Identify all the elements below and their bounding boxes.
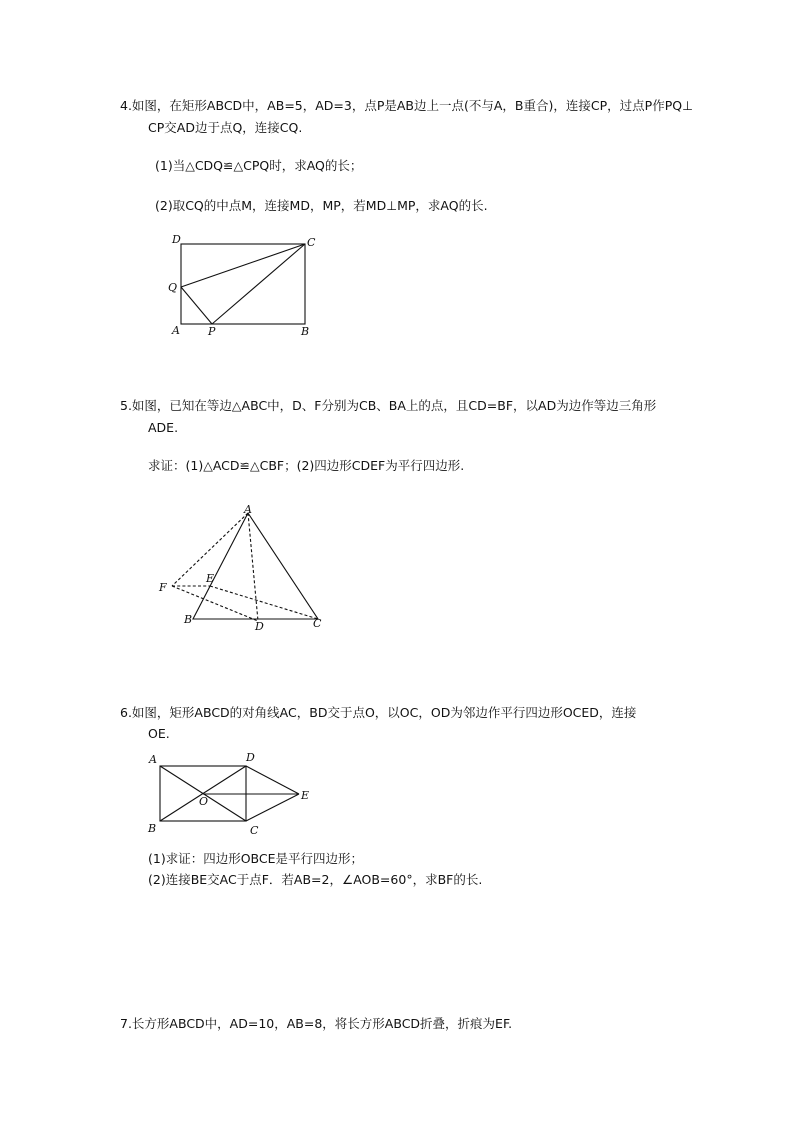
- label-b: B: [184, 613, 193, 626]
- problem-6-figure: [145, 748, 325, 840]
- rectangle-abcd: [181, 244, 305, 324]
- segment-ce: [246, 794, 299, 821]
- label-a: A: [149, 753, 157, 766]
- problem-4-part-2: (2)取CQ的中点M，连接MD，MP，若MD⊥MP，求AQ的长.: [155, 198, 488, 213]
- label-b: B: [301, 325, 310, 338]
- label-d: D: [255, 620, 264, 633]
- problem-6-part-2: (2)连接BE交AC于点F．若AB=2，∠AOB=60°，求BF的长.: [148, 872, 483, 887]
- problem-5-line-1: 5.如图，已知在等边△ABC中，D、F分别为CB、BA上的点，且CD=BF，以AD为边作等边三角形: [120, 398, 657, 413]
- label-d: D: [246, 751, 255, 764]
- label-f: F: [159, 581, 167, 594]
- problem-4-line-2: CP交AD边于点Q，连接CQ.: [148, 120, 303, 135]
- segment-ad: [248, 513, 258, 621]
- segment-de: [246, 766, 299, 794]
- problem-4-part-1: (1)当△CDQ≌△CPQ时，求AQ的长；: [155, 158, 363, 173]
- label-c: C: [313, 617, 322, 630]
- label-e: E: [301, 789, 310, 802]
- problem-6-line-2: OE.: [148, 726, 170, 741]
- segment-fc: [210, 586, 318, 619]
- triangle-abc: [193, 513, 318, 619]
- label-p: P: [208, 325, 216, 338]
- problem-6-part-1: (1)求证：四边形OBCE是平行四边形；: [148, 851, 364, 866]
- label-a: A: [244, 503, 252, 516]
- label-o: O: [199, 795, 209, 808]
- problem-6-line-1: 6.如图，矩形ABCD的对角线AC，BD交于点O，以OC，OD为邻边作平行四边形OCED，连接: [120, 705, 637, 720]
- segment-qc: [181, 244, 305, 287]
- label-b: B: [148, 822, 157, 835]
- problem-7-line-1: 7.长方形ABCD中，AD=10，AB=8，将长方形ABCD折叠，折痕为EF.: [120, 1016, 513, 1031]
- problem-5-proof: 求证：(1)△ACD≌△CBF；(2)四边形CDEF为平行四边形.: [148, 458, 465, 473]
- segment-pc: [212, 244, 305, 324]
- problem-5-line-2: ADE.: [148, 420, 179, 435]
- label-a: A: [172, 324, 180, 337]
- problem-4-line-1: 4.如图，在矩形ABCD中，AB=5，AD=3，点P是AB边上一点(不与A，B重合)，连接CP，过点P作PQ⊥: [120, 98, 693, 113]
- label-e: E: [206, 572, 215, 585]
- problem-4-figure: [160, 228, 330, 343]
- label-c: C: [307, 236, 316, 249]
- label-c: C: [250, 824, 259, 837]
- label-q: Q: [168, 281, 178, 294]
- label-d: D: [172, 233, 181, 246]
- segment-qp: [181, 287, 212, 324]
- problem-5-figure: [155, 500, 335, 635]
